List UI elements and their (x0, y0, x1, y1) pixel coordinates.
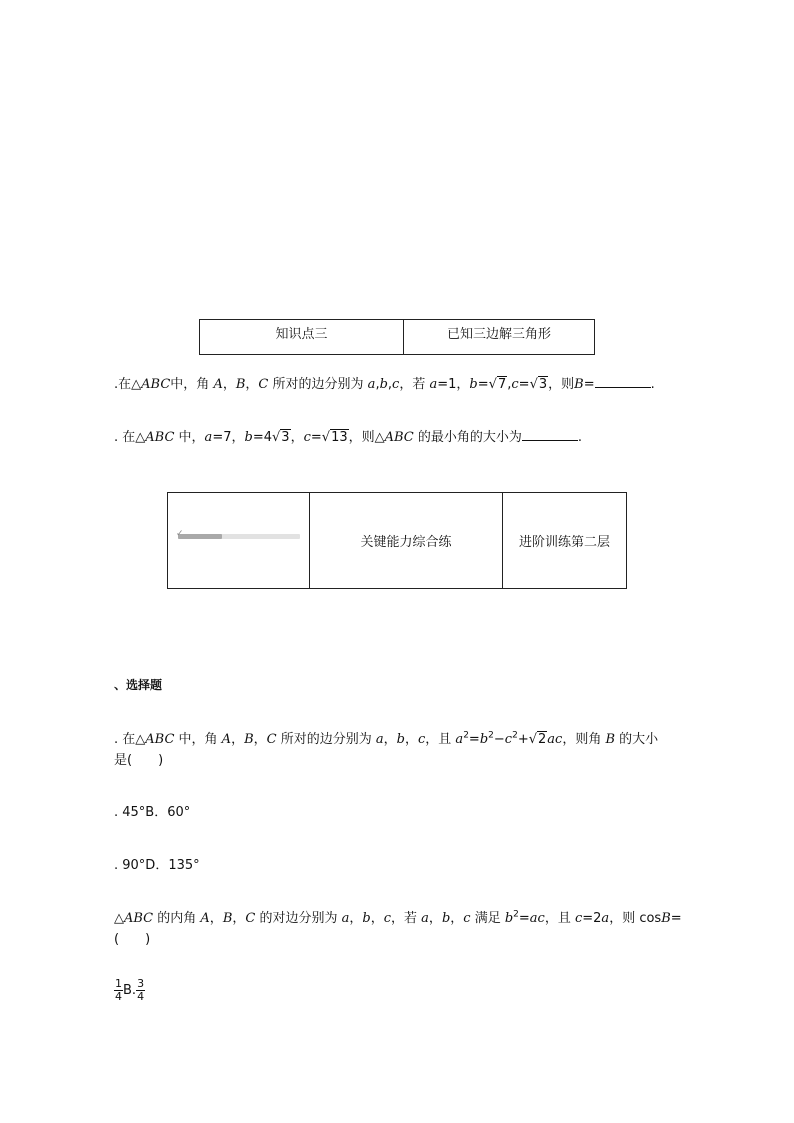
q3-sep: ， (231, 732, 245, 747)
q3-side-c: c (418, 732, 426, 747)
q4-sep: ， (349, 911, 363, 926)
q1-text: 中，角 (170, 377, 210, 392)
q4-side-b: b (441, 911, 451, 926)
q3-ac: ac (547, 732, 563, 747)
q4-sep: ， (370, 911, 384, 926)
q4-text: ，则 cos (609, 911, 662, 926)
q1-text: ，则 (548, 377, 575, 392)
q4-side-a: a (421, 911, 429, 926)
q2-end: . (577, 430, 583, 445)
q3-sep: ， (404, 732, 418, 747)
practice-header-table (167, 492, 627, 589)
q3-options-row1: . 45°B．60° (114, 805, 191, 820)
sqrt-symbol: √2 (528, 732, 547, 747)
q2-triangle: ABC (145, 430, 175, 445)
q1-side-b: b (379, 377, 388, 392)
q3-c-squared: c (504, 732, 513, 747)
q4-text: ，且 (544, 911, 575, 926)
q2-text: 的最小角的大小为 (413, 430, 522, 445)
q1-triangle: ABC (141, 377, 171, 392)
q2-text: 中， (174, 430, 205, 445)
q3-side-b: b (396, 732, 405, 747)
knowledge-point-label: 知识点三 (200, 320, 404, 354)
q3-var-a: A (221, 732, 232, 747)
q3-side-a: a (375, 732, 384, 747)
q1-prefix: .在△ (114, 377, 142, 392)
q3-sep: ， (383, 732, 397, 747)
q4-ac: ac (529, 911, 545, 926)
q2-radicand: 13 (331, 430, 348, 445)
q3-line2: 是( ) (114, 753, 164, 768)
q4-text: 的对边分别为 (255, 911, 342, 926)
q4-eq: =2 (582, 911, 602, 926)
question-3: . 在△ABC 中，角 A，B，C 所对的边分别为 a，b，c，且 $a^2=b^2-c^2+√2ac$，则角 B 的大小 (114, 730, 659, 747)
progress-fill (178, 534, 222, 539)
option-b-fraction (136, 978, 145, 1003)
q4-side-c: c (383, 911, 392, 926)
q3-text: ，则角 (562, 732, 606, 747)
q3-radicand: 2 (538, 732, 547, 747)
answer-blank[interactable] (595, 375, 651, 388)
q2-eq: =7， (212, 430, 245, 445)
q4-eq: = (518, 911, 530, 926)
q4-side-b: b (362, 911, 371, 926)
q2-eq: =4 (252, 430, 272, 445)
q1-side-b: b (469, 377, 478, 392)
q3-eq: = (468, 732, 480, 747)
q4-sep: ， (450, 911, 464, 926)
q1-sep: ， (245, 377, 259, 392)
q3-b-squared: b (479, 732, 489, 747)
q4-side-a: a (601, 911, 610, 926)
q4-text: ，若 (391, 911, 422, 926)
question-2 (114, 426, 582, 445)
q1-sep: ， (222, 377, 236, 392)
q1-var-b-angle: B (235, 377, 246, 392)
q1-radicand: 3 (538, 377, 548, 392)
q4-var-c: C (245, 911, 256, 926)
q3-prefix: . 在△ (114, 732, 146, 747)
q3-minus: − (493, 732, 505, 747)
q2-prefix: . 在△ (114, 430, 146, 445)
question-1: .在△ABC中，角 A，B，C 所对的边分别为 a,b,c，若 a=1，b=√7,c=√3，则B= . (114, 377, 655, 392)
q1-text: ，若 (399, 377, 426, 392)
q2-side-b: b (244, 430, 253, 445)
option-b-label: B. (123, 983, 137, 998)
q1-var-a-angle: A (213, 377, 223, 392)
q1-radicand: 7 (497, 377, 507, 392)
q2-side-a: a (204, 430, 213, 445)
q3-text: 所对的边分别为 (276, 732, 376, 747)
q4-text: 的内角 (153, 911, 201, 926)
q1-side-c: c (392, 377, 400, 392)
sqrt-symbol: √3 (271, 430, 290, 445)
q4-line2: ( ) (114, 932, 151, 947)
q2-eq: = (310, 430, 322, 445)
progress-cell (168, 493, 310, 588)
q2-radicand: 3 (281, 430, 290, 445)
q3-a-squared: a (455, 732, 464, 747)
q4-triangle: △ABC (114, 911, 154, 926)
check-icon: ✓ (176, 529, 184, 539)
q3-var-b: B (244, 732, 254, 747)
section-title: 关键能力综合练 (310, 493, 503, 588)
q2-triangle: ABC (384, 430, 414, 445)
q3-text: 的大小 (615, 732, 659, 747)
q3-var-b: B (605, 732, 616, 747)
q1-var-b: B (574, 377, 584, 392)
q3-plus: + (517, 732, 529, 747)
question-4: △ABC 的内角 A，B，C 的对边分别为 a，b，c，若 a，b，c 满足 $b^2=ac$，且 c=2a，则 cosB= (114, 909, 682, 926)
q4-side-c: c (463, 911, 471, 926)
q3-text: 中，角 (174, 732, 222, 747)
q4-text: 满足 (470, 911, 505, 926)
q1-text: 所对的边分别为 (272, 377, 364, 392)
sqrt-symbol: √3 (529, 377, 548, 392)
q1-eq: =1， (437, 377, 470, 392)
q4-options (114, 978, 145, 1003)
sqrt-symbol: √13 (321, 430, 348, 445)
q2-side-c: c (303, 430, 311, 445)
q4-side-c: c (574, 911, 583, 926)
q1-var-c-angle: C (258, 377, 269, 392)
knowledge-point-table (199, 319, 595, 355)
q4-var-b: B (222, 911, 233, 926)
option-a-fraction (114, 978, 123, 1003)
fraction-denominator: 4 (115, 990, 122, 1003)
q3-text: ，且 (425, 732, 456, 747)
q4-sep: ， (232, 911, 246, 926)
q3-var-c: C (266, 732, 277, 747)
q4-eq: = (670, 911, 682, 926)
q1-side-a: a (367, 377, 376, 392)
fraction-numerator: 3 (137, 977, 145, 990)
q4-sep: ， (428, 911, 442, 926)
q1-eq: = (477, 377, 489, 392)
q2-sep: ， (290, 430, 304, 445)
progress-bar (176, 529, 300, 539)
knowledge-point-topic: 已知三边解三角形 (446, 327, 551, 342)
q3-sep: ， (253, 732, 267, 747)
section-level: 进阶训练第二层 (518, 535, 610, 550)
q3-triangle: ABC (145, 732, 175, 747)
q4-var-b: B (661, 911, 671, 926)
q1-side-a: a (429, 377, 438, 392)
q1-eq: = (518, 377, 530, 392)
q1-end: . (650, 377, 655, 392)
q4-b-squared: b (504, 911, 514, 926)
q1-side-c: c (511, 377, 519, 392)
section-label: 、选择题 (114, 678, 163, 692)
q3-options-row2: . 90°D．135° (114, 858, 200, 873)
answer-blank[interactable] (522, 428, 578, 441)
q1-eq: = (583, 377, 595, 392)
fraction-denominator: 4 (137, 990, 145, 1003)
q2-text: ，则△ (348, 430, 385, 445)
q4-sep: ， (209, 911, 223, 926)
sqrt-symbol: √7 (488, 377, 507, 392)
q4-var-a: A (200, 911, 210, 926)
q4-side-a: a (341, 911, 350, 926)
fraction-numerator: 1 (115, 977, 122, 990)
